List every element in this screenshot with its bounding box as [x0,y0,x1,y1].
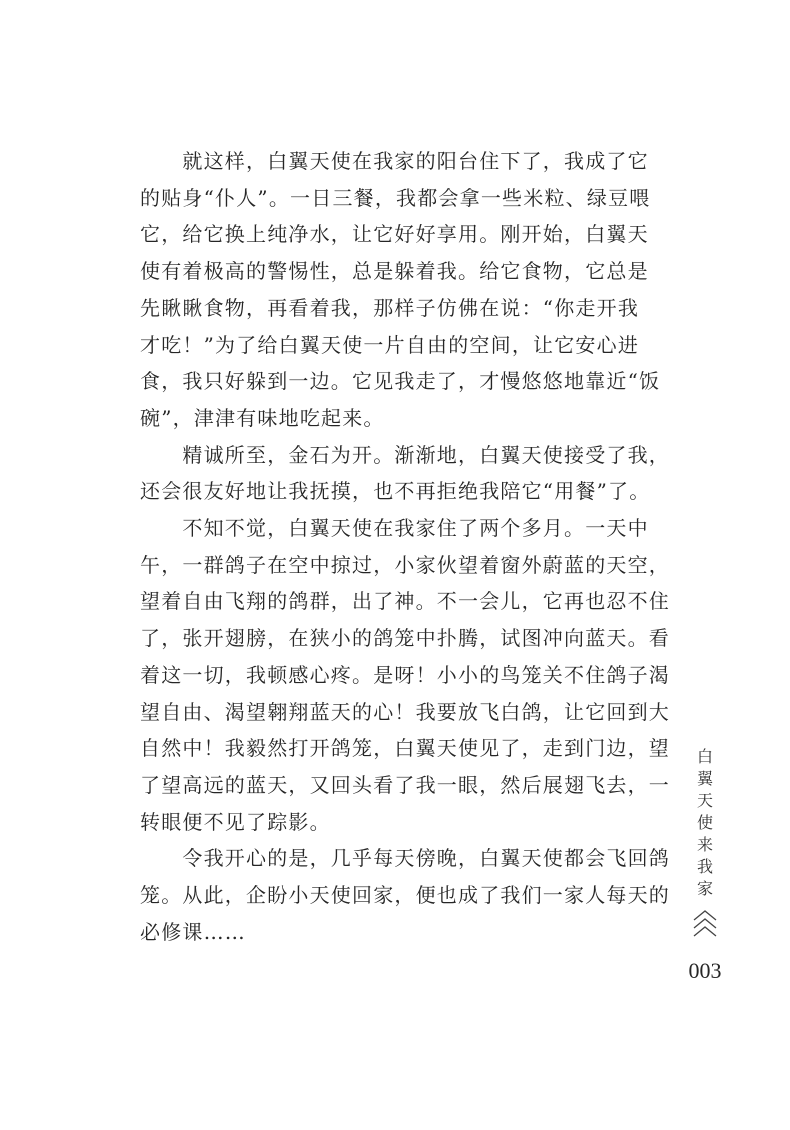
body-text-line: 使有着极高的警惕性，总是躲着我。给它食物，它总是 [140,259,649,284]
body-text-line: 碗”，津津有味地吃起来。 [140,405,385,430]
body-text-line: 先瞅瞅食物，再看着我，那样子仿佛在说：“你走开我 [140,295,640,320]
body-text-line: 望着自由飞翔的鸽群，出了神。不一会儿，它再也忍不住 [140,589,670,614]
body-text-line: 了，张开翅膀，在狭小的鸽笼中扑腾，试图冲向蓝天。看 [140,626,670,651]
body-text-line: 就这样，白翼天使在我家的阳台住下了，我成了它 [140,149,649,173]
body-text-line: 不知不觉，白翼天使在我家住了两个多月。一天中 [140,516,649,540]
body-text-line: 转眼便不见了踪影。 [140,809,331,834]
running-chapter-title: 白翼天使来我家 [696,747,713,898]
body-text-line: 自然中！我毅然打开鸽笼，白翼天使见了，走到门边，望 [140,736,670,761]
body-text-line: 还会很友好地让我抚摸，也不再拒绝我陪它“用餐”了。 [140,479,651,504]
triple-chevron-up-icon [690,908,720,942]
body-text-line: 望自由、渴望翱翔蓝天的心！我要放飞白鸽，让它回到大 [140,699,670,724]
body-text-line: 精诚所至，金石为开。渐渐地，白翼天使接受了我， [140,442,670,467]
body-text-line: 食，我只好躲到一边。它见我走了，才慢悠悠地靠近“饭 [140,369,661,394]
body-text-line: 令我开心的是，几乎每天傍晚，白翼天使都会飞回鸽 [140,846,670,871]
body-text-line: 它，给它换上纯净水，让它好好享用。刚开始，白翼天 [140,222,649,247]
body-text-line: 午，一群鸽子在空中掠过，小家伙望着窗外蔚蓝的天空， [140,552,670,577]
body-text-line: 着这一切，我顿感心疼。是呀！小小的鸟笼关不住鸽子渴 [140,662,670,687]
page-number: 003 [688,958,722,983]
body-text-line: 必修课…… [140,919,246,944]
body-text-line: 了望高远的蓝天，又回头看了我一眼，然后展翅飞去，一 [140,772,670,797]
body-text-line: 的贴身“仆人”。一日三餐，我都会拿一些米粒、绿豆喂 [140,185,651,210]
body-text-line: 才吃！”为了给白翼天使一片自由的空间，让它安心进 [140,332,640,357]
body-text-line: 笼。从此，企盼小天使回家，便也成了我们一家人每天的 [140,883,670,907]
